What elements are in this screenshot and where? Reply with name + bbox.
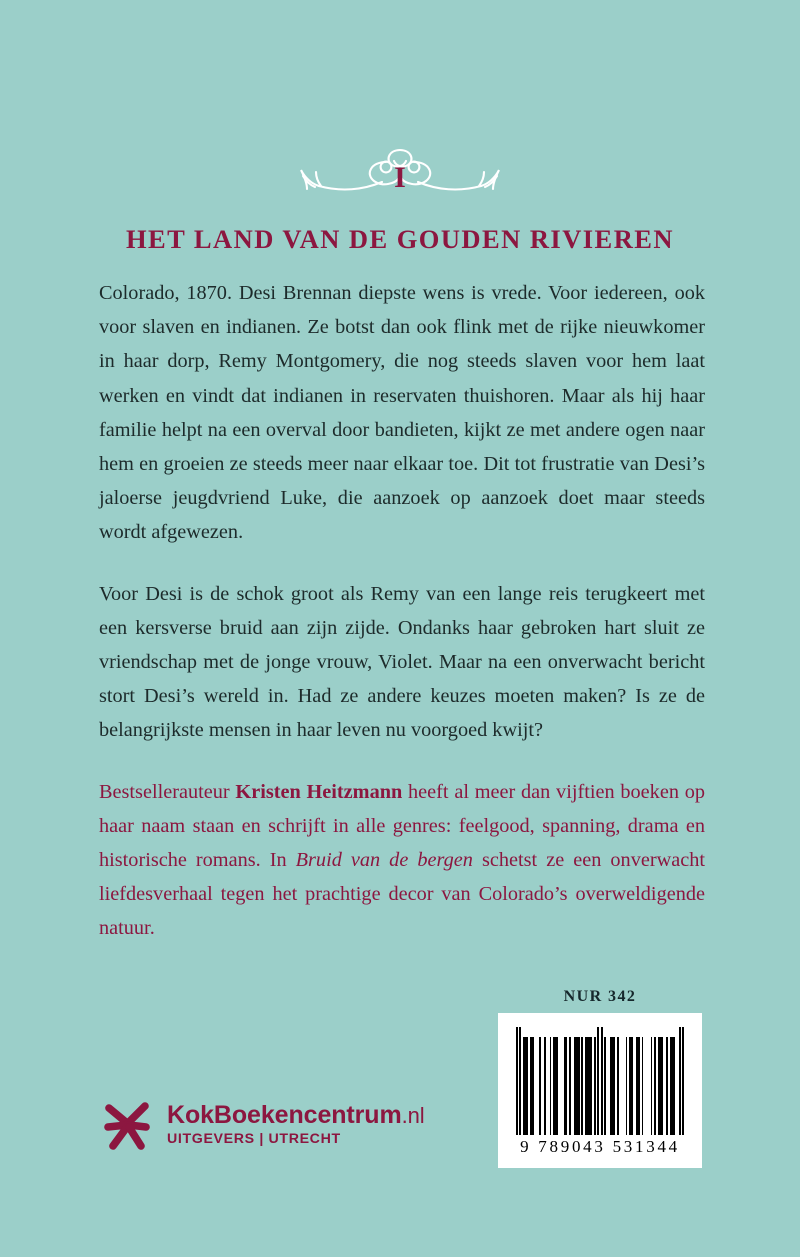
barcode-panel bbox=[498, 1013, 702, 1168]
barcode-bar bbox=[682, 1027, 684, 1135]
publisher-logo bbox=[100, 1096, 425, 1154]
page-title: HET LAND VAN DE GOUDEN RIVIEREN bbox=[125, 223, 675, 254]
barcode-digits: 9 789043 531344 bbox=[520, 1137, 680, 1156]
publisher-tld: .nl bbox=[401, 1103, 425, 1129]
barcode-bar bbox=[619, 1037, 626, 1135]
bio-lead-in: Bestsellerauteur bbox=[99, 780, 236, 803]
author-name: Kristen Heitzmann bbox=[235, 780, 403, 803]
kok-boekencentrum-star-mark-icon bbox=[100, 1096, 154, 1154]
ornament-numeral: I bbox=[394, 161, 406, 194]
synopsis-2-text: Voor Desi is de schok groot als Remy van een lange reis terugkeert met een kersverse bruid aan zijn zijde. Ondanks haar gebroken hart sluit ze vriendschap met de jonge vrouw, Violet. Maar na een onverwacht bericht stort Desi’s wereld in. Had ze andere keuzes moeten maken? Is ze de belangrijkste mensen in haar leven nu voorgoed kwijt? bbox=[99, 582, 705, 742]
publisher-name: KokBoekencentrum bbox=[167, 1101, 402, 1130]
synopsis-paragraph-1 bbox=[99, 276, 705, 550]
publisher-subtitle: UITGEVERS | UTRECHT bbox=[167, 1131, 341, 1148]
bio-tail: schetst ze een onverwacht liefdesverhaal tegen het prachtige decor van Colorado’s overweldigende natuur. bbox=[99, 849, 706, 940]
barcode-bar bbox=[585, 1037, 592, 1135]
synopsis-1-text: Colorado, 1870. Desi Brennan diepste wens is vrede. Voor iedereen, ook voor slaven en indianen. Ze botst dan ook flink met de rijke nieuwkomer in haar dorp, Remy Montgomery, die nog steeds slaven voor hem laat werken en vindt dat indianen in reservaten thuishoren. Maar als hij haar familie helpt na een overval door bandieten, kijkt ze met andere ogen naar hem en groeien ze steeds meer naar elkaar toe. Dit tot frustratie van Desi’s jaloerse jeugdvriend Luke, die aanzoek op aanzoek doet maar steeds wordt afgewezen. bbox=[99, 282, 705, 544]
publisher-name-line bbox=[167, 1102, 425, 1129]
synopsis-paragraph-2 bbox=[99, 577, 705, 748]
floral-flourish-ornament bbox=[0, 140, 800, 202]
blurb-text-block bbox=[99, 276, 705, 946]
bio-middle: heeft al meer dan vijftien boeken op haar naam staan en schrijft in alle genres: feelgood, spanning, drama en historische romans. In bbox=[99, 780, 705, 872]
star-mark-svg bbox=[100, 1096, 154, 1154]
nur-code: NUR 342 bbox=[563, 988, 637, 1005]
barcode-bars bbox=[514, 1027, 686, 1135]
barcode-bar bbox=[643, 1037, 650, 1135]
ornament-svg bbox=[285, 140, 515, 202]
author-bio-paragraph bbox=[99, 775, 705, 946]
publisher-wordmark bbox=[167, 1102, 425, 1148]
book-title-mention: Bruid van de bergen bbox=[295, 849, 473, 872]
